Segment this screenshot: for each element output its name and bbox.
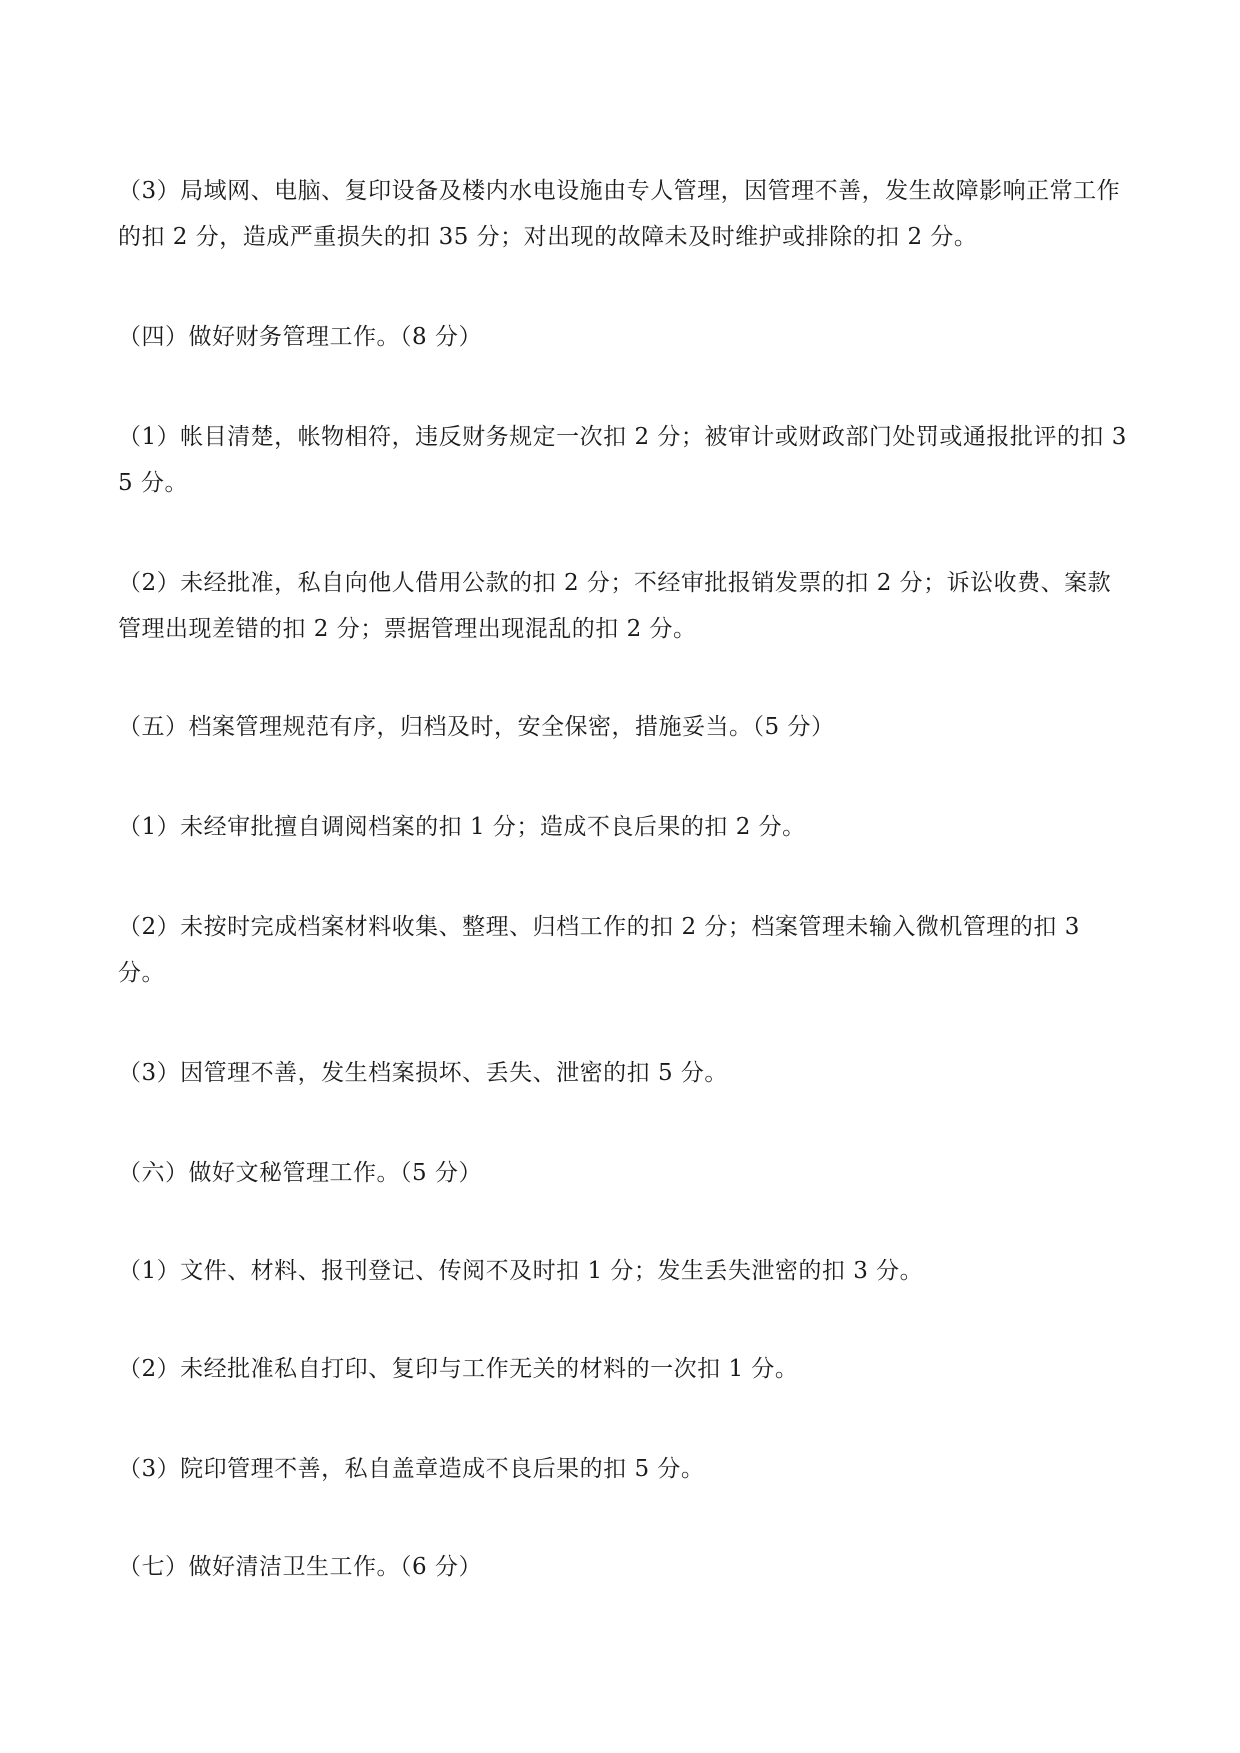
section-heading-sanitation: （七）做好清洁卫生工作。（6 分） — [118, 1554, 482, 1580]
paragraph-network-equipment: （3）局域网、电脑、复印设备及楼内水电设施由专人管理，因管理不善，发生故障影响正常工作的扣 2 分，造成严重损失的扣 35 分；对出现的故障未及时维护或排除的扣 2 分。 — [118, 178, 1121, 250]
paragraph-finance-accounts: （1）帐目清楚，帐物相符，违反财务规定一次扣 2 分；被审计或财政部门处罚或通报批评的扣 35 分。 — [118, 424, 1127, 496]
section-heading-archives: （五）档案管理规范有序，归档及时，安全保密，措施妥当。（5 分） — [118, 714, 835, 740]
section-heading-finance: （四）做好财务管理工作。（8 分） — [118, 324, 482, 350]
paragraph-archives-access: （1）未经审批擅自调阅档案的扣 1 分；造成不良后果的扣 2 分。 — [118, 814, 806, 840]
paragraph-archives-loss: （3）因管理不善，发生档案损坏、丢失、泄密的扣 5 分。 — [118, 1060, 728, 1086]
section-heading-secretarial: （六）做好文秘管理工作。（5 分） — [118, 1160, 482, 1186]
paragraph-finance-approval: （2）未经批准，私自向他人借用公款的扣 2 分；不经审批报销发票的扣 2 分；诉讼收费、案款管理出现差错的扣 2 分；票据管理出现混乱的扣 2 分。 — [118, 570, 1112, 642]
paragraph-secretarial-seal: （3）院印管理不善，私自盖章造成不良后果的扣 5 分。 — [118, 1456, 705, 1482]
paragraph-secretarial-printing: （2）未经批准私自打印、复印与工作无关的材料的一次扣 1 分。 — [118, 1356, 799, 1382]
paragraph-secretarial-documents: （1）文件、材料、报刊登记、传阅不及时扣 1 分；发生丢失泄密的扣 3 分。 — [118, 1258, 924, 1284]
paragraph-archives-filing: （2）未按时完成档案材料收集、整理、归档工作的扣 2 分；档案管理未输入微机管理的扣 3 分。 — [118, 914, 1080, 986]
